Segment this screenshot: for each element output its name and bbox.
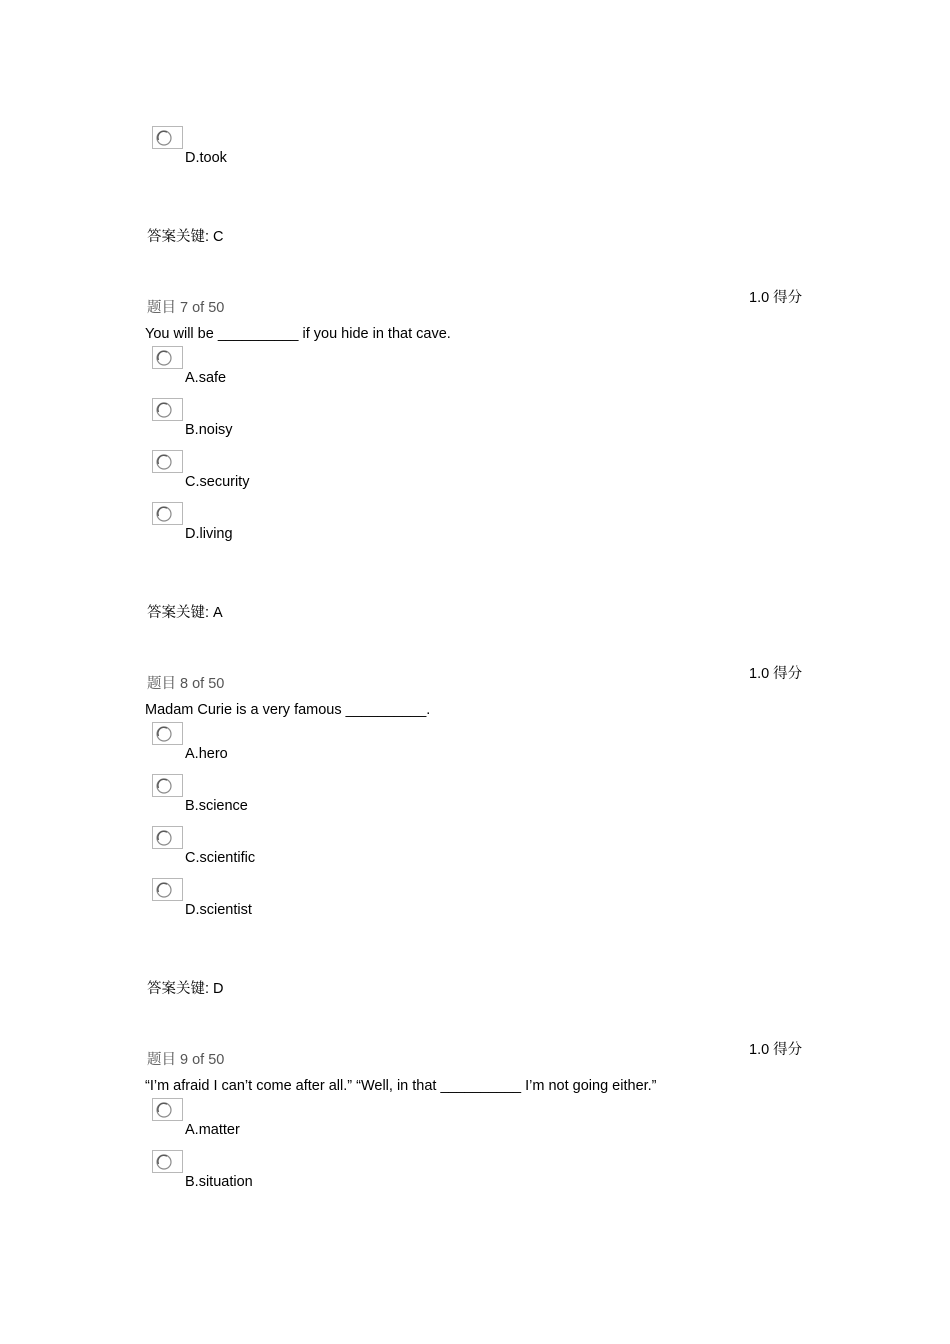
radio-option-q8-d[interactable] — [152, 878, 183, 901]
radio-circle-icon — [155, 725, 173, 743]
question-score: 1.0 得分 — [749, 1042, 803, 1058]
radio-option-q7-d[interactable] — [152, 502, 183, 525]
option-label: B.science — [185, 798, 248, 814]
radio-option-prev-d[interactable] — [152, 126, 183, 149]
radio-circle-icon — [155, 881, 173, 899]
option-label: C.security — [185, 474, 250, 490]
option-label: A.safe — [185, 370, 227, 386]
radio-option-q7-b[interactable] — [152, 398, 183, 421]
question-header: 题目 9 of 50 — [147, 1052, 225, 1068]
option-label: A.matter — [185, 1122, 240, 1138]
radio-option-q8-b[interactable] — [152, 774, 183, 797]
radio-circle-icon — [155, 453, 173, 471]
radio-option-q8-a[interactable] — [152, 722, 183, 745]
option-label: D.living — [185, 526, 233, 542]
radio-circle-icon — [155, 505, 173, 523]
radio-circle-icon — [155, 1101, 173, 1119]
option-label: D.took — [185, 150, 227, 166]
option-label: C.scientific — [185, 850, 256, 866]
radio-circle-icon — [155, 829, 173, 847]
option-label: B.situation — [185, 1174, 253, 1190]
radio-circle-icon — [155, 349, 173, 367]
radio-option-q9-a[interactable] — [152, 1098, 183, 1121]
radio-option-q9-b[interactable] — [152, 1150, 183, 1173]
option-label: A.hero — [185, 746, 228, 762]
question-score: 1.0 得分 — [749, 666, 803, 682]
radio-circle-icon — [155, 401, 173, 419]
option-label: D.scientist — [185, 902, 252, 918]
question-score: 1.0 得分 — [749, 290, 803, 306]
question-header: 题目 7 of 50 — [147, 300, 225, 316]
radio-circle-icon — [155, 777, 173, 795]
radio-option-q7-c[interactable] — [152, 450, 183, 473]
radio-option-q8-c[interactable] — [152, 826, 183, 849]
answer-key: 答案关键: A — [147, 605, 223, 621]
radio-circle-icon — [155, 129, 173, 147]
answer-key: 答案关键: C — [147, 229, 224, 245]
question-header: 题目 8 of 50 — [147, 676, 225, 692]
answer-key: 答案关键: D — [147, 981, 224, 997]
radio-circle-icon — [155, 1153, 173, 1171]
radio-option-q7-a[interactable] — [152, 346, 183, 369]
question-text: “I’m afraid I can’t come after all.” “Well, in that __________ I’m not going either.” — [145, 1078, 657, 1094]
option-label: B.noisy — [185, 422, 233, 438]
question-text: You will be __________ if you hide in that cave. — [145, 326, 451, 342]
question-text: Madam Curie is a very famous __________. — [145, 702, 431, 718]
